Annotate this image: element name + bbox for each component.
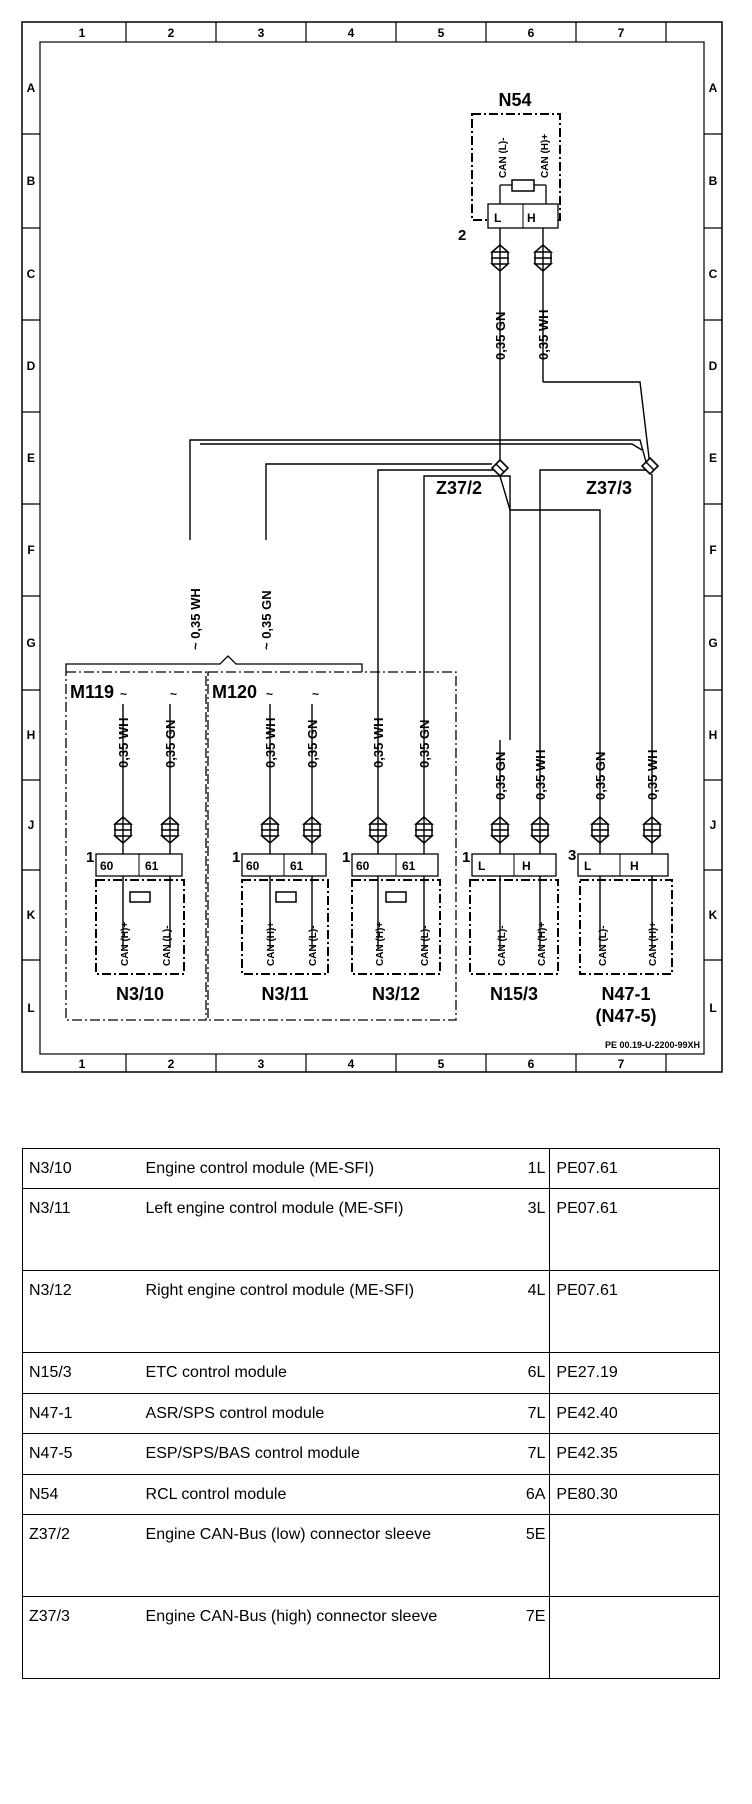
n47-can-l: CAN (L)- [598,925,609,966]
grid-col-2: 2 [167,26,175,40]
legend-code: N3/12 [23,1271,140,1353]
grid-row-k: K [26,908,36,922]
legend-reference: PE27.19 [550,1353,720,1393]
n15-3-gn-label: 0,35 GN [493,751,508,800]
legend-reference: PE80.30 [550,1474,720,1514]
legend-row [23,1393,720,1433]
n3-11-wh-label: 0,35 WH [263,717,278,768]
n47-connector-number: 3 [568,847,577,864]
legend-row [23,1353,720,1393]
n54-pin-h: H [527,211,536,225]
grid-col-6-bottom: 6 [527,1057,535,1071]
engine-group-brace [66,656,362,672]
legend-code: N47-1 [23,1393,140,1433]
grid-col-1-bottom: 1 [78,1057,86,1071]
z37-3-splice-icon [642,458,658,474]
z37-2-splice-icon [492,460,508,476]
legend-description: Engine control module (ME-SFI) [140,1149,506,1189]
n3-10-termination-resistor [130,892,150,902]
grid-col-2-bottom: 2 [167,1057,175,1071]
grid-row-e: E [26,451,36,465]
grid-col-5: 5 [437,26,445,40]
legend-reference: PE42.35 [550,1434,720,1474]
legend-reference [550,1514,720,1596]
grid-row-a-right: A [708,81,718,95]
grid-row-h-right: H [708,728,718,742]
grid-row-d: D [26,359,36,373]
n3-12-pin-61: 61 [402,859,416,873]
n3-12-label: N3/12 [371,984,421,1004]
svg-text:~: ~ [170,687,178,701]
grid-row-f: F [27,543,35,557]
legend-row [23,1434,720,1474]
n3-11-connector-number: 1 [232,849,241,866]
n3-12-can-l: CAN (L)- [420,925,431,966]
legend-code: N15/3 [23,1353,140,1393]
grid-row-a: A [26,81,36,95]
legend-row [23,1514,720,1596]
legend-location: 3L [506,1189,550,1271]
n3-12-can-h: CAN (H)+ [375,921,386,966]
drawing-reference: PE 00.19-U-2200-99XH [604,1040,700,1050]
legend-location: 7E [506,1596,550,1678]
legend-reference: PE42.40 [550,1393,720,1433]
n54-gn-wire-label: 0,35 GN [493,311,508,360]
grid-row-b-right: B [708,174,718,188]
legend-row [23,1271,720,1353]
legend-location: 7L [506,1434,550,1474]
grid-col-1: 1 [78,26,86,40]
legend-code: N47-5 [23,1434,140,1474]
legend-code: N3/10 [23,1149,140,1189]
n3-11-gn-label: 0,35 GN [305,719,320,768]
n47-can-h: CAN (H)+ [648,921,659,966]
n3-11-pin-61: 61 [290,859,304,873]
grid-row-j: J [27,818,35,832]
n47-1-label: N47-1 [601,984,651,1004]
svg-text:~: ~ [266,687,274,701]
legend-description: ASR/SPS control module [140,1393,506,1433]
legend-location: 5E [506,1514,550,1596]
n15-3-pin-h: H [522,859,531,873]
legend-location: 6L [506,1353,550,1393]
n15-3-can-l: CAN (L)- [497,925,508,966]
grid-col-3-bottom: 3 [257,1057,265,1071]
n3-10-can-l: CAN (L)- [162,925,173,966]
grid-row-k-right: K [708,908,718,922]
n47-5-label: (N47-5) [595,1006,657,1026]
n47-gn-label: 0,35 GN [593,751,608,800]
grid-row-l-right: L [709,1001,717,1015]
n3-10-label: N3/10 [115,984,165,1004]
legend-reference: PE07.61 [550,1149,720,1189]
n15-3-label: N15/3 [489,984,539,1004]
component-legend-table [22,1148,720,1679]
n3-11-can-h: CAN (H)+ [266,921,277,966]
grid-row-e-right: E [708,451,718,465]
n3-10-pin-61: 61 [145,859,159,873]
n3-11-termination-resistor [276,892,296,902]
n3-10-can-h: CAN (H)+ [120,921,131,966]
m119-wh-label: 0,35 WH [116,717,131,768]
n3-12-wh-label: 0,35 WH [371,717,386,768]
grid-row-b: B [26,174,36,188]
m119-label: M119 [70,682,115,702]
n3-12-pin-60: 60 [356,859,370,873]
grid-col-7: 7 [617,26,625,40]
grid-row-f-right: F [709,543,717,557]
n54-pin-l: L [494,211,502,225]
legend-location: 1L [506,1149,550,1189]
grid-row-d-right: D [708,359,718,373]
legend-code: N3/11 [23,1189,140,1271]
grid-row-l: L [27,1001,35,1015]
n15-3-pin-l: L [478,859,486,873]
n3-12-termination-resistor [386,892,406,902]
grid-col-7-bottom: 7 [617,1057,625,1071]
legend-code: Z37/3 [23,1596,140,1678]
n54-can-l-label: CAN (L)- [498,137,509,178]
grid-row-g: G [26,636,36,650]
legend-location: 6A [506,1474,550,1514]
m119-gn-label: 0,35 GN [163,719,178,768]
legend-row [23,1149,720,1189]
grid-row-j-right: J [709,818,717,832]
grid-col-4: 4 [347,26,355,40]
svg-text:~: ~ [120,687,128,701]
n3-12-connector-number: 1 [342,849,351,866]
n47-wh-label: 0,35 WH [645,749,660,800]
legend-code: N54 [23,1474,140,1514]
n15-3-can-h: CAN (H)+ [537,921,548,966]
n54-can-h-label: CAN (H)+ [540,133,551,178]
diagram-frame [22,22,722,1072]
grid-row-c-right: C [708,267,718,281]
n54-label: N54 [498,90,532,110]
n15-3-connector-number: 1 [462,849,471,866]
wh-trunk-label: ~ 0,35 WH [188,588,203,650]
legend-description: Engine CAN-Bus (low) connector sleeve [140,1514,506,1596]
gn-trunk-label: ~ 0,35 GN [259,590,274,650]
n54-termination-resistor [512,180,534,191]
legend-reference: PE07.61 [550,1189,720,1271]
grid-row-c: C [26,267,36,281]
legend-reference: PE07.61 [550,1271,720,1353]
n15-3-wh-label: 0,35 WH [533,749,548,800]
legend-row [23,1474,720,1514]
svg-text:~: ~ [312,687,320,701]
legend-description: Engine CAN-Bus (high) connector sleeve [140,1596,506,1678]
z37-3-label: Z37/3 [586,478,633,498]
legend-description: Left engine control module (ME-SFI) [140,1189,506,1271]
n3-10-pin-60: 60 [100,859,114,873]
grid-col-4-bottom: 4 [347,1057,355,1071]
legend-row [23,1596,720,1678]
n3-11-can-l: CAN (L)- [308,925,319,966]
legend-description: ESP/SPS/BAS control module [140,1434,506,1474]
grid-col-6: 6 [527,26,535,40]
n54-wh-wire-label: 0,35 WH [536,309,551,360]
n3-12-gn-label: 0,35 GN [417,719,432,768]
n3-11-label: N3/11 [261,984,309,1004]
legend-description: RCL control module [140,1474,506,1514]
legend-row [23,1189,720,1271]
legend-location: 4L [506,1271,550,1353]
n54-connector-number: 2 [458,227,467,244]
n3-10-connector-number: 1 [86,849,95,866]
legend-location: 7L [506,1393,550,1433]
grid-row-g-right: G [708,636,718,650]
m120-label: M120 [212,682,258,702]
grid-col-3: 3 [257,26,265,40]
legend-code: Z37/2 [23,1514,140,1596]
grid-col-5-bottom: 5 [437,1057,445,1071]
grid-row-h: H [26,728,36,742]
n47-pin-l: L [584,859,592,873]
legend-reference [550,1596,720,1678]
z37-2-label: Z37/2 [436,478,483,498]
n3-11-pin-60: 60 [246,859,260,873]
n47-pin-h: H [630,859,639,873]
legend-description: Right engine control module (ME-SFI) [140,1271,506,1353]
legend-description: ETC control module [140,1353,506,1393]
